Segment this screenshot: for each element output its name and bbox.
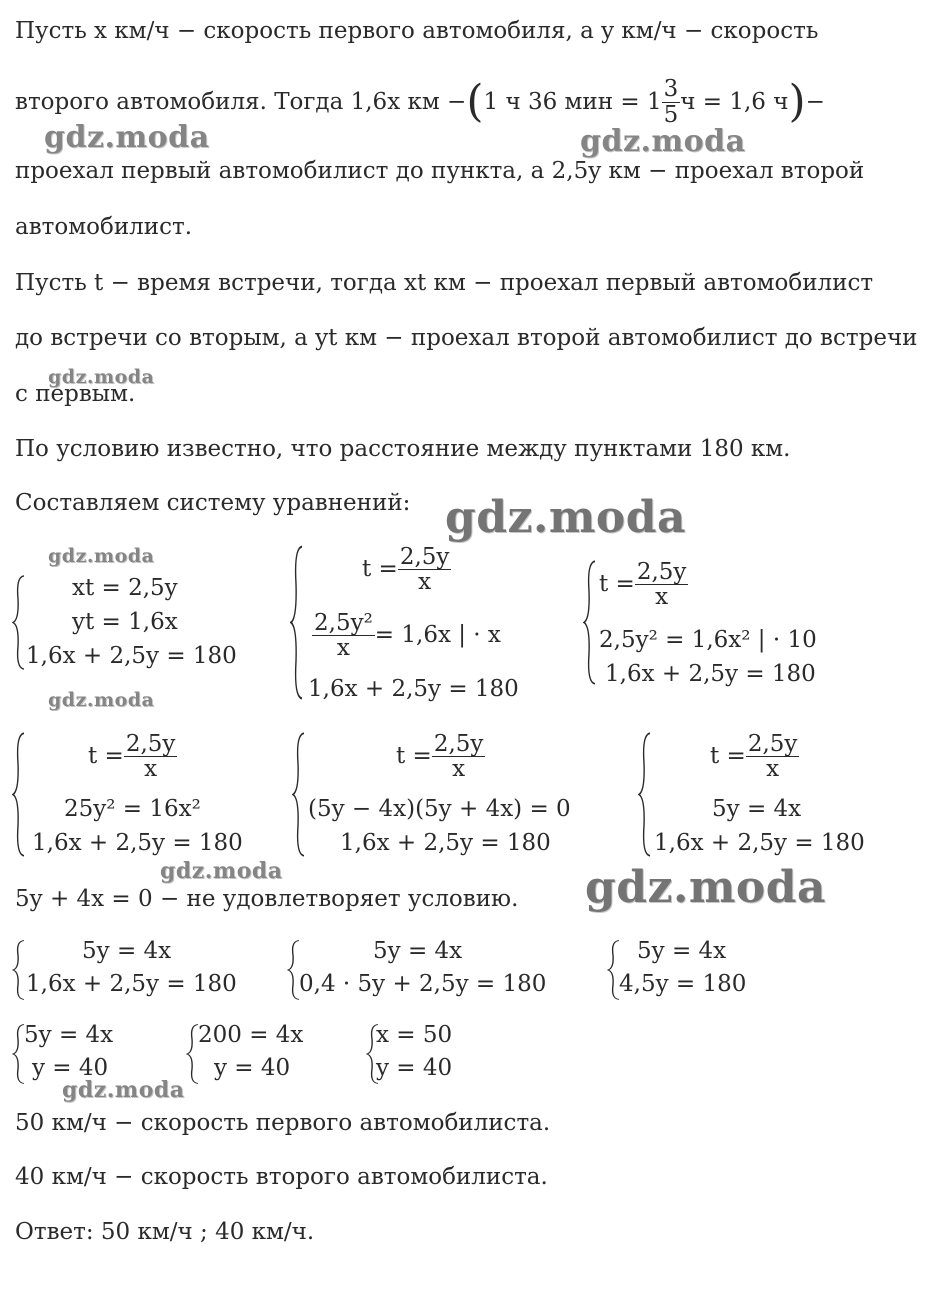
system-row bbox=[396, 732, 485, 781]
system-row: 1,6x + 2,5y = 180 bbox=[32, 830, 243, 856]
system-row: 2,5y² = 1,6x² | · 10 bbox=[599, 627, 817, 653]
final-answer: Ответ: 50 км/ч ; 40 км/ч. bbox=[15, 1219, 315, 1245]
system-row: 5y = 4x bbox=[637, 938, 727, 964]
watermark: gdz.moda bbox=[445, 492, 687, 543]
t-lhs: t = bbox=[362, 556, 398, 583]
text-line-9: Составляем систему уравнений: bbox=[15, 490, 411, 516]
system-3 bbox=[583, 560, 833, 685]
fraction-denominator: x bbox=[144, 756, 158, 783]
fraction-denominator: 5 bbox=[663, 101, 679, 128]
t-lhs: t = bbox=[710, 743, 746, 770]
brace-icon bbox=[290, 545, 304, 700]
watermark: gdz.moda bbox=[585, 862, 827, 913]
watermark: gdz.moda bbox=[580, 124, 746, 159]
system-5 bbox=[292, 732, 592, 857]
watermark: gdz.moda bbox=[48, 545, 155, 567]
text-line-8: По условию известно, что расстояние между пунктами 180 км. bbox=[15, 436, 791, 462]
brace-icon bbox=[12, 940, 26, 1000]
system-row: 4,5y = 180 bbox=[619, 971, 747, 997]
system-row bbox=[599, 560, 688, 609]
fraction-numerator: 2,5y bbox=[636, 559, 687, 585]
brace-icon bbox=[12, 732, 26, 857]
system-8 bbox=[287, 940, 557, 1000]
fraction bbox=[124, 732, 178, 781]
system-row: 1,6x + 2,5y = 180 bbox=[26, 643, 237, 669]
system-6 bbox=[638, 732, 878, 857]
system-row: y = 40 bbox=[376, 1055, 453, 1081]
system-row: 200 = 4x bbox=[198, 1022, 304, 1048]
system-1 bbox=[12, 575, 252, 670]
fraction bbox=[746, 732, 800, 781]
text-line-6: до встречи со вторым, а yt км − проехал второй автомобилист до встречи bbox=[15, 325, 918, 351]
right-paren: ) bbox=[788, 76, 806, 127]
text-line-1: Пусть x км/ч − скорость первого автомобиля, а y км/ч − скорость bbox=[15, 18, 819, 44]
text-line-2-end: − bbox=[805, 88, 825, 115]
system-row: 25y² = 16x² bbox=[64, 796, 201, 822]
system-row: 1,6x + 2,5y = 180 bbox=[340, 830, 551, 856]
system-row: 1,6x + 2,5y = 180 bbox=[308, 676, 519, 702]
text-line-4: автомобилист. bbox=[15, 214, 193, 240]
watermark: gdz.moda bbox=[62, 1077, 185, 1103]
text-line-3: проехал первый автомобилист до пункта, а 2,5y км − проехал второй bbox=[15, 158, 865, 184]
paren-inner-a: 1 ч 36 мин = 1 bbox=[483, 88, 662, 115]
system-row: yt = 1,6x bbox=[72, 609, 178, 635]
answer-line-1: 50 км/ч − скорость первого автомобилиста. bbox=[15, 1110, 551, 1136]
fraction-numerator: 2,5y bbox=[747, 731, 798, 757]
t-lhs: t = bbox=[396, 743, 432, 770]
system-row bbox=[312, 611, 501, 660]
brace-icon bbox=[638, 732, 652, 857]
fraction-denominator: x bbox=[418, 569, 432, 596]
fraction bbox=[398, 545, 452, 594]
system-9 bbox=[607, 940, 767, 1000]
fraction-denominator: x bbox=[452, 756, 466, 783]
brace-icon bbox=[583, 560, 597, 685]
watermark: gdz.moda bbox=[48, 689, 155, 711]
system-row: 1,6x + 2,5y = 180 bbox=[605, 661, 816, 687]
system-row: x = 50 bbox=[376, 1022, 453, 1048]
equation-rhs: = 1,6x | · x bbox=[374, 622, 501, 649]
system-row: 1,6x + 2,5y = 180 bbox=[26, 971, 237, 997]
brace-icon bbox=[292, 732, 306, 857]
text-line-5: Пусть t − время встречи, тогда xt км − проехал первый автомобилист bbox=[15, 270, 874, 296]
fraction-denominator: x bbox=[336, 635, 350, 662]
system-row: 5y = 4x bbox=[24, 1022, 114, 1048]
system-row: 5y = 4x bbox=[712, 796, 802, 822]
system-row bbox=[710, 732, 799, 781]
system-2 bbox=[290, 545, 530, 700]
system-row: 0,4 · 5y + 2,5y = 180 bbox=[299, 971, 547, 997]
system-11 bbox=[186, 1024, 326, 1084]
fraction-numerator: 2,5y² bbox=[314, 610, 373, 636]
system-row: y = 40 bbox=[32, 1055, 109, 1081]
system-row bbox=[362, 545, 451, 594]
answer-line-2: 40 км/ч − скорость второго автомобилиста. bbox=[15, 1164, 548, 1190]
fraction-denominator: x bbox=[766, 756, 780, 783]
paren-inner-b: ч = 1,6 ч bbox=[680, 88, 789, 115]
system-row: 1,6x + 2,5y = 180 bbox=[654, 830, 865, 856]
system-row: xt = 2,5y bbox=[72, 575, 178, 601]
fraction-numerator: 2,5y bbox=[399, 544, 450, 570]
system-12 bbox=[366, 1024, 476, 1084]
text-line-7: с первым. bbox=[15, 381, 136, 407]
system-10 bbox=[12, 1024, 142, 1084]
fraction-numerator: 2,5y bbox=[125, 731, 176, 757]
watermark: gdz.moda bbox=[48, 366, 155, 388]
fraction bbox=[312, 611, 375, 660]
system-row: (5y − 4x)(5y + 4x) = 0 bbox=[308, 796, 571, 822]
fraction-numerator: 2,5y bbox=[433, 731, 484, 757]
text-line-10: 5y + 4x = 0 − не удовлетворяет условию. bbox=[15, 886, 519, 912]
system-row: y = 40 bbox=[214, 1055, 291, 1081]
fraction-three-fifths bbox=[662, 77, 681, 126]
system-7 bbox=[12, 940, 252, 1000]
system-row bbox=[88, 732, 177, 781]
fraction bbox=[635, 560, 689, 609]
t-lhs: t = bbox=[88, 743, 124, 770]
t-lhs: t = bbox=[599, 571, 635, 598]
fraction bbox=[432, 732, 486, 781]
system-row: 5y = 4x bbox=[373, 938, 463, 964]
system-row: 5y = 4x bbox=[82, 938, 172, 964]
left-paren: ( bbox=[466, 76, 484, 127]
system-4 bbox=[12, 732, 262, 857]
fraction-denominator: x bbox=[655, 584, 669, 611]
brace-icon bbox=[12, 575, 26, 670]
watermark: gdz.moda bbox=[160, 858, 283, 884]
text-line-2-start: второго автомобиля. Тогда 1,6x км − bbox=[15, 88, 467, 115]
fraction-numerator: 3 bbox=[663, 76, 679, 103]
watermark: gdz.moda bbox=[44, 120, 210, 155]
